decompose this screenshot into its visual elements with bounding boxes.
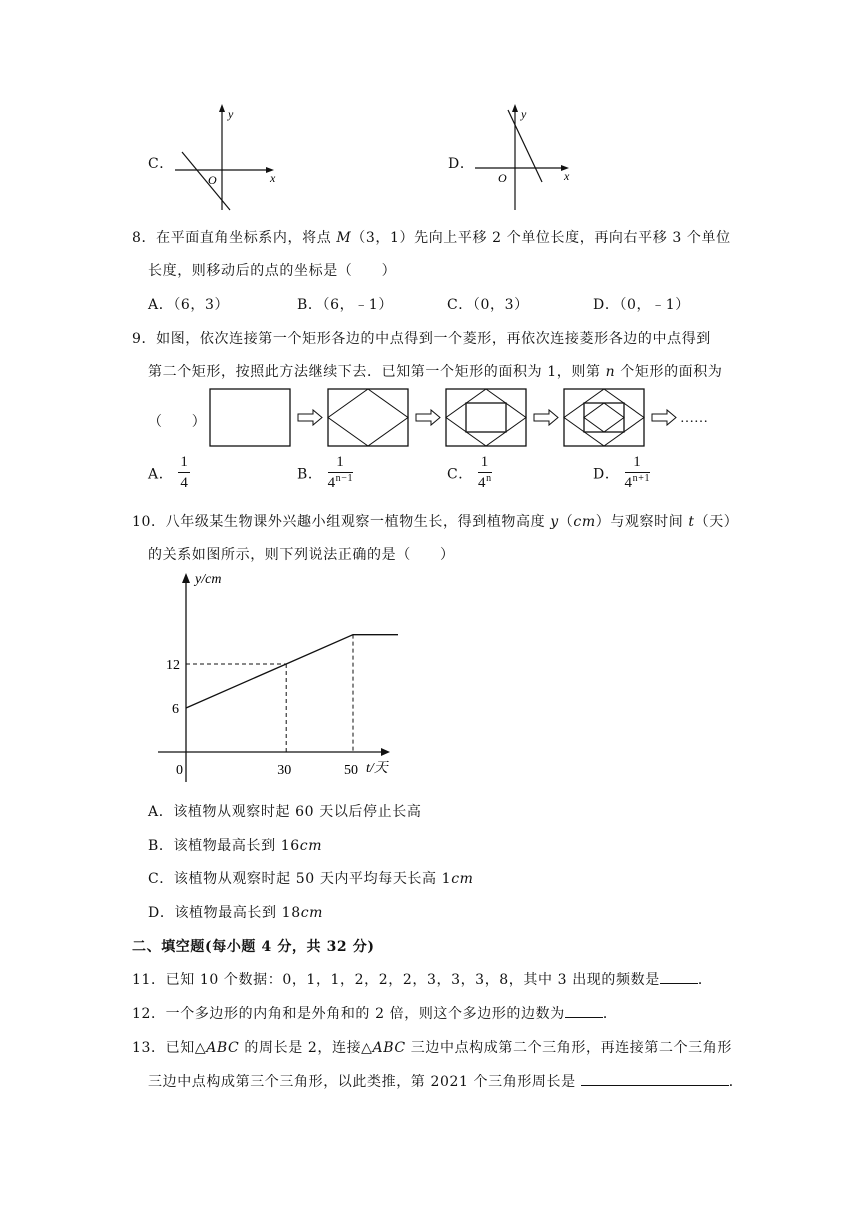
d-origin-label: O [498,171,507,185]
x-axis-arrow [381,748,390,756]
q9-option-d: D． $\frac{1}{4^{n+1}}$ [593,454,651,491]
c-x-label: x [270,171,276,185]
q10-line1: 10．八年级某生物课外兴趣小组观察一植物生长，得到植物高度 y（cm）与观察时间 t（天） [132,514,739,530]
q9-line2: 第二个矩形，按照此方法继续下去．已知第一个矩形的面积为 1，则第 n 个矩形的面积为 [148,364,723,380]
q12: 12．一个多边形的内角和是外角和的 2 倍，则这个多边形的边数为 ． [132,1003,617,1023]
y-axis-arrow [182,573,190,583]
option-d-graph [470,100,585,215]
q8-line2: 长度，则移动后的点的坐标是（ ） [148,263,397,279]
q11-answer-blank[interactable] [660,969,698,984]
q9-paren: （ ） [148,414,207,430]
q13-line1: 13．已知△ABC 的周长是 2，连接△ABC 三边中点构成第二个三角形，再连接第二个三角形 [132,1040,732,1056]
q9-option-b: B． $\frac{1}{4^{n-1}}$ [297,454,354,491]
section-title: 二、填空题(每小题 4 分，共 32 分) [132,939,375,955]
option-d-label: D． [448,156,475,172]
q10-growth-chart [148,565,398,790]
q8-line1: 8．在平面直角坐标系内，将点 M（3，1）先向上平移 2 个单位长度，再向右平移 3 个单位 [132,230,731,246]
q8-option-b: B．（6，﹣1） [297,297,393,313]
d-x-label: x [564,169,570,183]
q8-option-d: D．（0，﹣1） [593,297,690,313]
q12-answer-blank[interactable] [565,1003,603,1018]
y-tick-label-6: 6 [172,702,179,717]
q9-rectangle-sequence [205,385,745,451]
q10-option-d: D．该植物最高长到 18cm [148,905,324,921]
x-tick-label-0: 0 [176,763,183,778]
x-tick-label-30: 30 [277,763,292,778]
q9-option-a: A． $\frac{1}{4}$ [148,454,189,491]
series-line [186,635,398,708]
q13-line2: 三边中点构成第三个三角形，以此类推，第 2021 个三角形周长是 ． [148,1071,743,1091]
option-c-label: C． [148,156,174,172]
q10-option-c: C．该植物从观察时起 50 天内平均每天长高 1cm [148,871,474,887]
x-tick-label-50: 50 [344,763,358,778]
option-c-graph [170,100,285,215]
q9-line1: 9．如图，依次连接第一个矩形各边的中点得到一个菱形，再依次连接菱形各边的中点得到 [132,331,711,347]
q10-option-a: A．该植物从观察时起 60 天以后停止长高 [148,804,422,820]
q13-answer-blank[interactable] [581,1071,729,1086]
arrow-icon [298,410,322,425]
q9-ellipsis: …… [680,411,708,426]
chart-xlabel: t/天 [366,761,388,776]
q10-option-b: B．该植物最高长到 16cm [148,838,323,854]
c-origin-label: O [208,173,217,187]
q10-line2: 的关系如图所示，则下列说法正确的是（ ） [148,547,455,563]
chart-ylabel: y/cm [195,572,222,587]
q9-option-c: C． $\frac{1}{4^n}$ [447,454,492,491]
c-y-label: y [228,107,234,121]
q8-option-a: A．（6，3） [148,297,230,313]
d-y-label: y [521,107,527,121]
y-tick-label-12: 12 [166,658,180,673]
q8-option-c: C．（0，3） [447,297,529,313]
q11: 11．已知 10 个数据：0，1，1，2，2，2，3，3，3，8，其中 3 出现的频数是 ． [132,969,712,989]
